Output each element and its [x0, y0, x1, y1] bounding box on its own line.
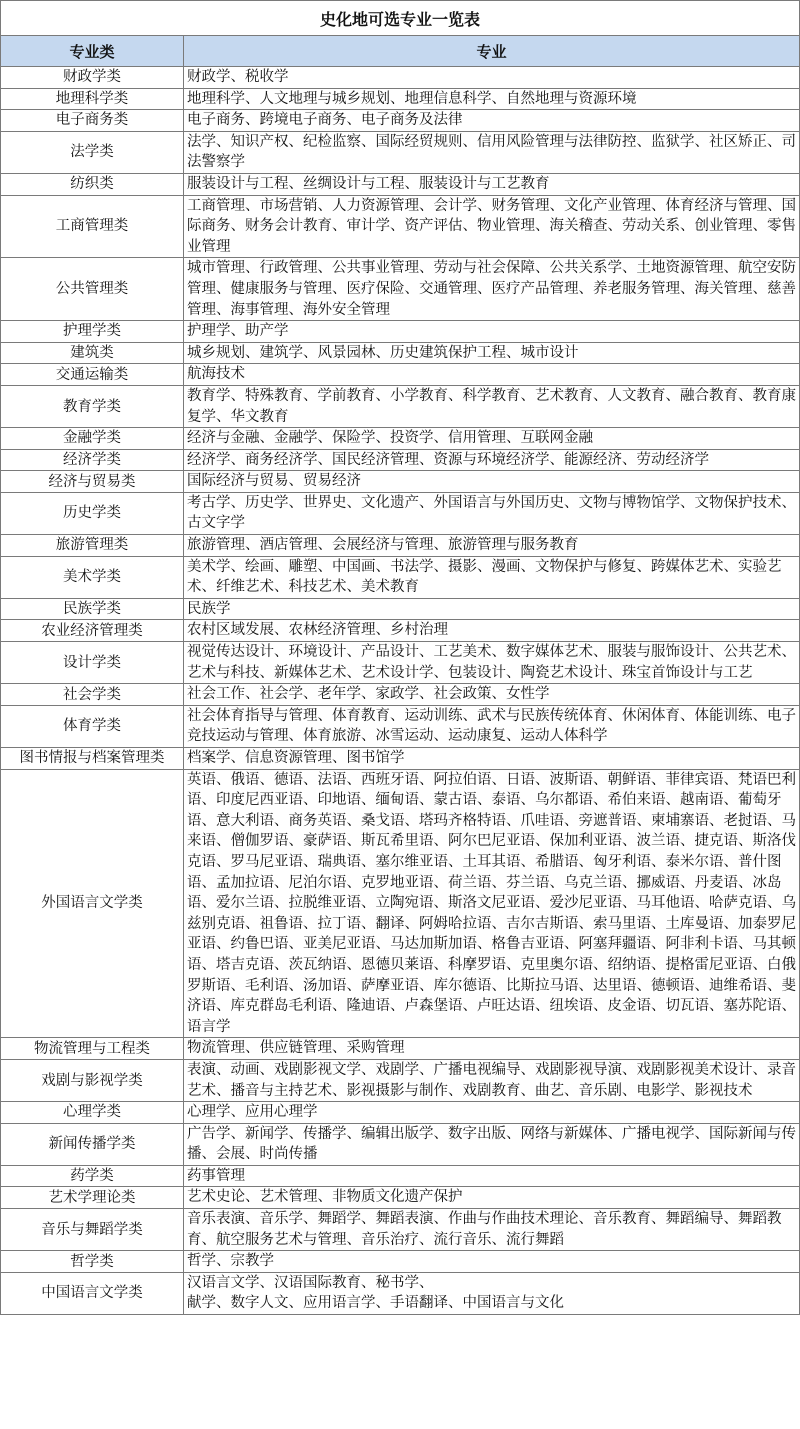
table-row: [1, 1165, 800, 1187]
category-cell: 美术学类: [1, 556, 184, 598]
category-cell: 经济与贸易类: [1, 471, 184, 493]
category-cell: 外国语言文学类: [1, 769, 184, 1038]
category-cell: 图书情报与档案管理类: [1, 748, 184, 770]
majors-cell: 财政学、税收学: [184, 67, 800, 89]
majors-cell: 民族学: [184, 598, 800, 620]
table-row: [1, 131, 800, 173]
majors-cell: 经济学、商务经济学、国民经济管理、资源与环境经济学、能源经济、劳动经济学: [184, 449, 800, 471]
majors-cell: 社会工作、社会学、老年学、家政学、社会政策、女性学: [184, 684, 800, 706]
majors-cell: 汉语言文学、汉语国际教育、秘书学、 献学、数字人文、应用语言学、手语翻译、中国语言与文化: [184, 1272, 800, 1314]
majors-cell: 航海技术: [184, 364, 800, 386]
title-row: [1, 1, 800, 36]
table-row: [1, 1272, 800, 1314]
category-cell: 设计学类: [1, 642, 184, 684]
table-title: 史化地可选专业一览表: [1, 1, 800, 36]
table-row: [1, 471, 800, 493]
category-cell: 财政学类: [1, 67, 184, 89]
majors-cell: 视觉传达设计、环境设计、产品设计、工艺美术、数字媒体艺术、服装与服饰设计、公共艺术、艺术与科技、新媒体艺术、艺术设计学、包装设计、陶瓷艺术设计、珠宝首饰设计与工艺: [184, 642, 800, 684]
category-cell: 中国语言文学类: [1, 1272, 184, 1314]
table-row: [1, 1251, 800, 1273]
table-row: [1, 1059, 800, 1101]
table-row: [1, 342, 800, 364]
majors-cell: 旅游管理、酒店管理、会展经济与管理、旅游管理与服务教育: [184, 535, 800, 557]
majors-cell: 音乐表演、音乐学、舞蹈学、舞蹈表演、作曲与作曲技术理论、音乐教育、舞蹈编导、舞蹈教育、航空服务艺术与管理、音乐治疗、流行音乐、流行舞蹈: [184, 1209, 800, 1251]
majors-cell: 艺术史论、艺术管理、非物质文化遗产保护: [184, 1187, 800, 1209]
table-row: [1, 748, 800, 770]
majors-cell: 广告学、新闻学、传播学、编辑出版学、数字出版、网络与新媒体、广播电视学、国际新闻与传播、会展、时尚传播: [184, 1123, 800, 1165]
category-cell: 地理科学类: [1, 88, 184, 110]
category-cell: 艺术学理论类: [1, 1187, 184, 1209]
majors-cell: 社会体育指导与管理、体育教育、运动训练、武术与民族传统体育、休闲体育、体能训练、电子竞技运动与管理、体育旅游、冰雪运动、运动康复、运动人体科学: [184, 705, 800, 747]
table-row: [1, 364, 800, 386]
majors-cell: 英语、俄语、德语、法语、西班牙语、阿拉伯语、日语、波斯语、朝鲜语、菲律宾语、梵语巴利语、印度尼西亚语、印地语、缅甸语、蒙古语、泰语、乌尔都语、希伯来语、越南语、葡萄牙语、意大利语、商务英语、桑戈语、塔玛齐格特语、爪哇语、旁遮普语、柬埔寨语、老挝语、马来语、僧伽罗语、豪萨语、斯瓦希里语、阿尔巴尼亚语、保加利亚语、波兰语、捷克语、斯洛伐克语、罗马尼亚语、瑞典语、塞尔维亚语、土耳其语、希腊语、匈牙利语、泰米尔语、普什图语、孟加拉语、尼泊尔语、克罗地亚语、荷兰语、芬兰语、乌克兰语、挪威语、丹麦语、冰岛语、爱尔兰语、拉脱维亚语、立陶宛语、斯洛文尼亚语、爱沙尼亚语、马耳他语、哈萨克语、乌兹别克语、祖鲁语、拉丁语、翻译、阿姆哈拉语、吉尔吉斯语、索马里语、土库曼语、加泰罗尼亚语、约鲁巴语、亚美尼亚语、马达加斯加语、格鲁吉亚语、阿塞拜疆语、阿非利卡语、马其顿语、塔吉克语、茨瓦纳语、恩德贝莱语、科摩罗语、克里奥尔语、绍纳语、提格雷尼亚语、白俄罗斯语、毛利语、汤加语、萨摩亚语、库尔德语、比斯拉马语、达里语、德顿语、迪维希语、斐济语、库克群岛毛利语、隆迪语、卢森堡语、卢旺达语、纽埃语、皮金语、切瓦语、塞苏陀语、语言学: [184, 769, 800, 1038]
majors-cell: 经济与金融、金融学、保险学、投资学、信用管理、互联网金融: [184, 428, 800, 450]
table-row: [1, 195, 800, 258]
category-cell: 历史学类: [1, 492, 184, 534]
table-row: [1, 598, 800, 620]
table-row: [1, 258, 800, 321]
majors-cell: 农村区域发展、农林经济管理、乡村治理: [184, 620, 800, 642]
majors-cell: 地理科学、人文地理与城乡规划、地理信息科学、自然地理与资源环境: [184, 88, 800, 110]
category-cell: 音乐与舞蹈学类: [1, 1209, 184, 1251]
majors-cell: 药事管理: [184, 1165, 800, 1187]
majors-cell: 法学、知识产权、纪检监察、国际经贸规则、信用风险管理与法律防控、监狱学、社区矫正、司法警察学: [184, 131, 800, 173]
majors-cell: 心理学、应用心理学: [184, 1102, 800, 1124]
table-row: [1, 684, 800, 706]
category-cell: 农业经济管理类: [1, 620, 184, 642]
majors-cell: 服装设计与工程、丝绸设计与工程、服装设计与工艺教育: [184, 173, 800, 195]
table-body: [1, 67, 800, 1315]
category-cell: 公共管理类: [1, 258, 184, 321]
table-row: [1, 1187, 800, 1209]
table-row: [1, 88, 800, 110]
table-row: [1, 1038, 800, 1060]
category-cell: 药学类: [1, 1165, 184, 1187]
majors-cell: 哲学、宗教学: [184, 1251, 800, 1273]
category-cell: 物流管理与工程类: [1, 1038, 184, 1060]
category-cell: 民族学类: [1, 598, 184, 620]
table-row: [1, 385, 800, 427]
table-row: [1, 535, 800, 557]
majors-cell: 工商管理、市场营销、人力资源管理、会计学、财务管理、文化产业管理、体育经济与管理、国际商务、财务会计教育、审计学、资产评估、物业管理、海关稽查、劳动关系、创业管理、零售业管理: [184, 195, 800, 258]
category-cell: 建筑类: [1, 342, 184, 364]
category-cell: 电子商务类: [1, 110, 184, 132]
category-cell: 社会学类: [1, 684, 184, 706]
table-row: [1, 492, 800, 534]
majors-cell: 国际经济与贸易、贸易经济: [184, 471, 800, 493]
table-row: [1, 705, 800, 747]
category-cell: 护理学类: [1, 321, 184, 343]
majors-cell: 考古学、历史学、世界史、文化遗产、外国语言与外国历史、文物与博物馆学、文物保护技术、古文字学: [184, 492, 800, 534]
majors-cell: 城乡规划、建筑学、风景园林、历史建筑保护工程、城市设计: [184, 342, 800, 364]
table-row: [1, 173, 800, 195]
category-cell: 金融学类: [1, 428, 184, 450]
category-cell: 体育学类: [1, 705, 184, 747]
table-row: [1, 1209, 800, 1251]
majors-cell: 档案学、信息资源管理、图书馆学: [184, 748, 800, 770]
majors-cell: 护理学、助产学: [184, 321, 800, 343]
category-cell: 交通运输类: [1, 364, 184, 386]
table-row: [1, 642, 800, 684]
header-row: [1, 36, 800, 67]
table-row: [1, 428, 800, 450]
category-cell: 法学类: [1, 131, 184, 173]
majors-cell: 美术学、绘画、雕塑、中国画、书法学、摄影、漫画、文物保护与修复、跨媒体艺术、实验艺术、纤维艺术、科技艺术、美术教育: [184, 556, 800, 598]
table-row: [1, 556, 800, 598]
category-cell: 戏剧与影视学类: [1, 1059, 184, 1101]
category-cell: 工商管理类: [1, 195, 184, 258]
majors-cell: 教育学、特殊教育、学前教育、小学教育、科学教育、艺术教育、人文教育、融合教育、教育康复学、华文教育: [184, 385, 800, 427]
category-cell: 哲学类: [1, 1251, 184, 1273]
category-cell: 经济学类: [1, 449, 184, 471]
category-cell: 新闻传播学类: [1, 1123, 184, 1165]
table-row: [1, 449, 800, 471]
table-row: [1, 110, 800, 132]
category-cell: 心理学类: [1, 1102, 184, 1124]
table-row: [1, 1102, 800, 1124]
table-row: [1, 67, 800, 89]
majors-cell: 电子商务、跨境电子商务、电子商务及法律: [184, 110, 800, 132]
majors-cell: 表演、动画、戏剧影视文学、戏剧学、广播电视编导、戏剧影视导演、戏剧影视美术设计、录音艺术、播音与主持艺术、影视摄影与制作、戏剧教育、曲艺、音乐剧、电影学、影视技术: [184, 1059, 800, 1101]
header-category: 专业类: [1, 36, 184, 67]
category-cell: 旅游管理类: [1, 535, 184, 557]
table-row: [1, 769, 800, 1038]
header-majors: 专业: [184, 36, 800, 67]
majors-cell: 城市管理、行政管理、公共事业管理、劳动与社会保障、公共关系学、土地资源管理、航空安防管理、健康服务与管理、医疗保险、交通管理、医疗产品管理、养老服务管理、海关管理、慈善管理、海事管理、海外安全管理: [184, 258, 800, 321]
table-row: [1, 620, 800, 642]
majors-cell: 物流管理、供应链管理、采购管理: [184, 1038, 800, 1060]
category-cell: 纺织类: [1, 173, 184, 195]
table-row: [1, 321, 800, 343]
category-cell: 教育学类: [1, 385, 184, 427]
table-row: [1, 1123, 800, 1165]
